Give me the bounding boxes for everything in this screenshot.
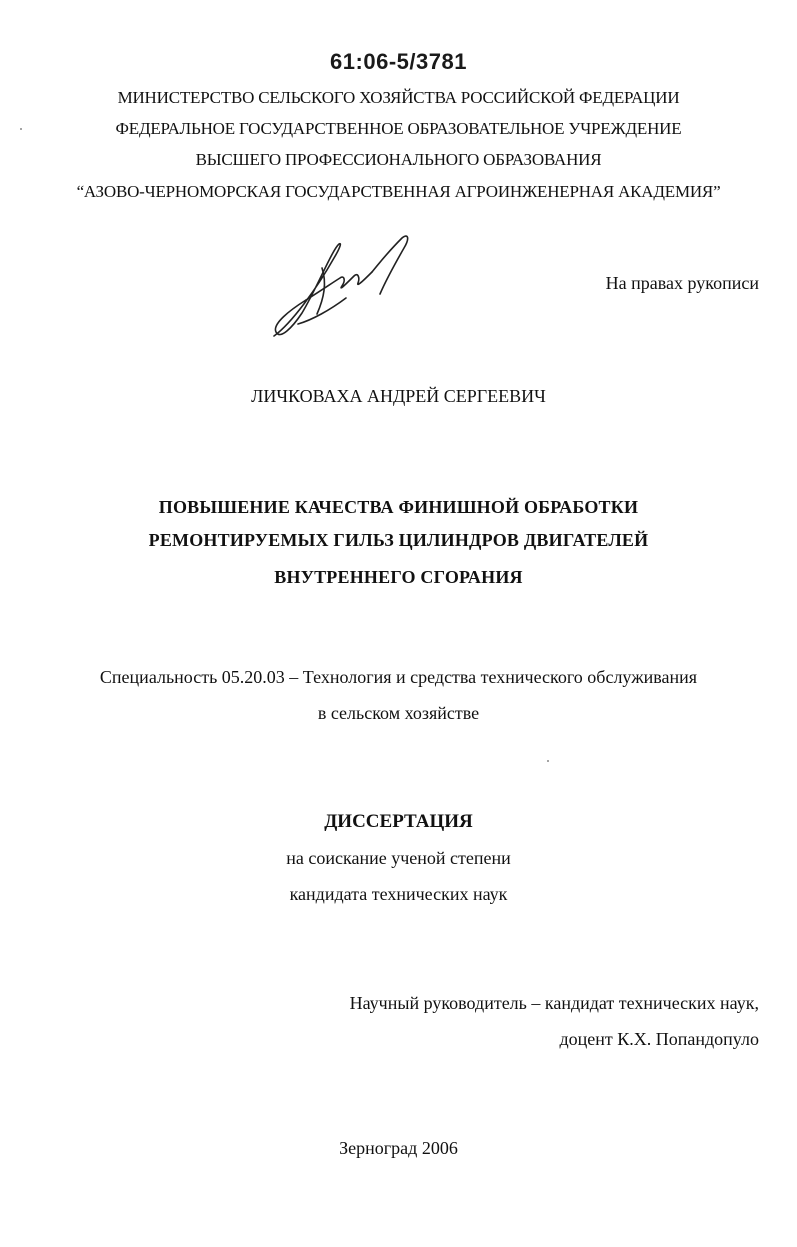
- institution-line-3: ВЫСШЕГО ПРОФЕССИОНАЛЬНОГО ОБРАЗОВАНИЯ: [195, 150, 602, 169]
- scan-speck: [547, 760, 549, 762]
- signature-image: [262, 228, 422, 348]
- degree-line-2: кандидата технических наук: [289, 884, 508, 904]
- specialty-line-1: Специальность 05.20.03 – Технология и средства технического обслуживания: [99, 667, 698, 687]
- institution-line-2: ФЕДЕРАЛЬНОЕ ГОСУДАРСТВЕННОЕ ОБРАЗОВАТЕЛЬНОЕ УЧРЕЖДЕНИЕ: [115, 119, 682, 138]
- title-line-2: РЕМОНТИРУЕМЫХ ГИЛЬЗ ЦИЛИНДРОВ ДВИГАТЕЛЕЙ: [148, 530, 649, 550]
- scan-speck: [20, 128, 22, 130]
- title-line-1: ПОВЫШЕНИЕ КАЧЕСТВА ФИНИШНОЙ ОБРАБОТКИ: [158, 497, 639, 517]
- work-type: ДИССЕРТАЦИЯ: [324, 811, 473, 832]
- author-name: ЛИЧКОВАХА АНДРЕЙ СЕРГЕЕВИЧ: [251, 386, 546, 406]
- supervisor-line-1: Научный руководитель – кандидат технических наук,: [349, 993, 759, 1013]
- degree-line-1: на соискание ученой степени: [286, 848, 511, 868]
- manuscript-rights: На правах рукописи: [605, 273, 759, 293]
- title-line-3: ВНУТРЕННЕГО СГОРАНИЯ: [274, 567, 523, 587]
- supervisor-line-2: доцент К.Х. Попандопуло: [559, 1029, 759, 1049]
- archive-code: 61:06-5/3781: [330, 49, 467, 74]
- specialty-line-2: в сельском хозяйстве: [317, 703, 480, 723]
- place-year: Зерноград 2006: [339, 1138, 458, 1158]
- institution-line-4: “АЗОВО-ЧЕРНОМОРСКАЯ ГОСУДАРСТВЕННАЯ АГРОИНЖЕНЕРНАЯ АКАДЕМИЯ”: [76, 182, 721, 201]
- institution-line-1: МИНИСТЕРСТВО СЕЛЬСКОГО ХОЗЯЙСТВА РОССИЙСКОЙ ФЕДЕРАЦИИ: [117, 88, 680, 107]
